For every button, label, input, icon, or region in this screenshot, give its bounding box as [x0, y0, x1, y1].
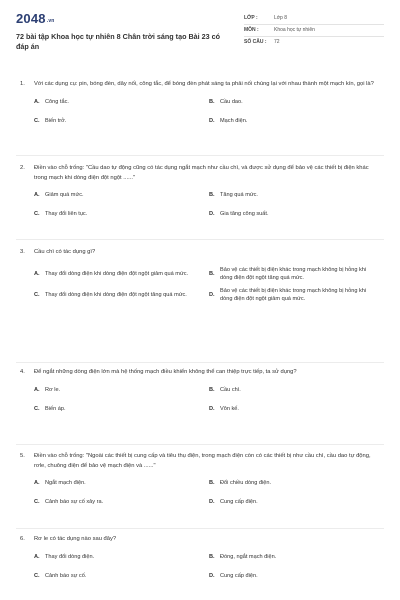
option-letter: D.: [209, 211, 215, 217]
option-letter: A.: [34, 270, 40, 277]
question-number: 6.: [20, 536, 25, 542]
question-text: Rơ le có tác dụng nào sau đây?: [34, 536, 117, 542]
option-letter: B.: [209, 480, 215, 486]
options-grid: [34, 553, 384, 591]
option-text: Đổi chiều dòng điện.: [220, 480, 272, 486]
option-d[interactable]: [209, 572, 384, 580]
options-grid: [34, 266, 384, 308]
question-text: Để ngắt những dòng điện lớn mà hệ thống mạch điều khiển không thể can thiệp trực tiếp, ta sử dụng?: [34, 369, 297, 375]
option-letter: D.: [209, 291, 215, 298]
question-5: [16, 452, 384, 529]
options-grid: [34, 98, 384, 136]
option-text: Giảm quá mức.: [45, 192, 84, 198]
document-title: 72 bài tập Khoa học tự nhiên 8 Chân trời sáng tạo Bài 23 có đáp án: [16, 32, 221, 51]
meta-key: MÔN :: [244, 27, 259, 33]
option-a[interactable]: [34, 386, 209, 394]
option-letter: A.: [34, 98, 40, 105]
option-text: Biến trở.: [45, 117, 67, 124]
option-text: Đóng, ngắt mạch điện.: [220, 553, 277, 560]
option-text: Cầu chì.: [220, 386, 241, 393]
option-letter: A.: [34, 480, 40, 486]
option-b[interactable]: [209, 479, 384, 487]
meta-value: Lớp 8: [274, 15, 288, 21]
meta-value: Khoa học tự nhiên: [274, 27, 315, 33]
question-text: Điền vào chỗ trống: "Cầu dao tự động cũng có tác dụng ngắt mạch như cầu chì, và được sử dụng để bảo vệ các thiết bị điện khác trong mạch khi dòng điện đột ngột ......": [34, 165, 369, 181]
option-b[interactable]: [209, 386, 384, 394]
question-6: [16, 535, 384, 600]
logo-suffix: .vn: [46, 18, 55, 24]
option-text: Vôn kế.: [220, 405, 239, 412]
question-4: [16, 368, 384, 445]
option-text: Biến áp.: [45, 405, 66, 412]
option-d[interactable]: [209, 498, 384, 506]
option-letter: B.: [209, 386, 215, 393]
option-text: Rơ le.: [45, 386, 61, 393]
options-grid: [34, 191, 384, 229]
option-c[interactable]: [34, 210, 209, 218]
option-text: Ngắt mạch điện.: [45, 480, 86, 486]
question-number: 3.: [20, 249, 25, 255]
option-letter: B.: [209, 553, 215, 560]
option-d[interactable]: [209, 405, 384, 413]
question-2: [16, 164, 384, 240]
option-text: Công tắc.: [45, 98, 69, 105]
meta-value: 72: [274, 39, 280, 45]
option-text: Bảo vệ các thiết bị điện khác trong mạch không bị hỏng khi dòng điện đột ngột tăng quá mức.: [220, 266, 367, 281]
option-a[interactable]: [34, 98, 209, 106]
option-letter: A.: [34, 386, 40, 393]
option-letter: C.: [34, 117, 40, 124]
logo-text: 2048: [16, 11, 46, 26]
site-logo[interactable]: [16, 12, 221, 28]
option-b[interactable]: [209, 553, 384, 561]
option-letter: C.: [34, 572, 40, 579]
meta-row-count: [244, 37, 384, 48]
question-text: Với các dụng cụ: pin, bóng đèn, dây nối, công tắc, để bóng đèn phát sáng ta phải nối chúng lại với nhau thành một mạch kín, gọi là?: [34, 81, 374, 87]
option-text: Thay đổi dòng điện.: [45, 553, 95, 560]
option-letter: D.: [209, 499, 215, 505]
option-letter: B.: [209, 98, 215, 105]
option-b[interactable]: [209, 266, 384, 282]
meta-table: [244, 13, 384, 62]
option-text: Bảo vệ các thiết bị điện khác trong mạch không bị hỏng khi dòng điện đột ngột giảm quá mức.: [220, 287, 367, 302]
option-c[interactable]: [34, 405, 209, 413]
option-a[interactable]: [34, 553, 209, 561]
option-b[interactable]: [209, 191, 384, 199]
meta-row-subject: [244, 25, 384, 37]
option-letter: C.: [34, 291, 40, 298]
option-c[interactable]: [34, 287, 209, 303]
option-text: Thay đổi dòng điện khi dòng điện đột ngột tăng quá mức.: [45, 291, 187, 298]
option-letter: D.: [209, 117, 215, 124]
option-letter: B.: [209, 192, 215, 198]
option-text: Thay đổi dòng điện khi dòng điện đột ngột giảm quá mức.: [45, 270, 189, 277]
option-a[interactable]: [34, 191, 209, 199]
page-header: [16, 0, 384, 62]
option-text: Cung cấp điện.: [220, 572, 258, 579]
option-letter: C.: [34, 405, 40, 412]
option-c[interactable]: [34, 572, 209, 580]
option-b[interactable]: [209, 98, 384, 106]
question-number: 2.: [20, 165, 25, 171]
option-letter: D.: [209, 405, 215, 412]
option-letter: A.: [34, 192, 40, 198]
option-d[interactable]: [209, 287, 384, 303]
option-text: Mạch điện.: [220, 117, 248, 124]
option-d[interactable]: [209, 117, 384, 125]
option-text: Cảnh báo sự cố.: [45, 572, 87, 579]
option-letter: C.: [34, 499, 40, 505]
option-a[interactable]: [34, 266, 209, 282]
option-letter: C.: [34, 211, 40, 217]
question-1: [16, 80, 384, 156]
question-number: 1.: [20, 81, 25, 87]
meta-row-class: [244, 13, 384, 25]
question-text: Cầu chì có tác dụng gì?: [34, 249, 96, 255]
option-letter: D.: [209, 572, 215, 579]
question-number: 4.: [20, 369, 25, 375]
option-text: Cầu dao.: [220, 98, 243, 105]
option-text: Thay đổi liên tục.: [45, 211, 88, 217]
option-c[interactable]: [34, 498, 209, 506]
options-grid: [34, 386, 384, 424]
option-text: Cung cấp điện.: [220, 499, 258, 505]
option-text: Gia tăng công suất.: [220, 211, 269, 217]
question-text: Điền vào chỗ trống: "Ngoài các thiết bị cung cấp và tiêu thụ điện, trong mạch điện còn có các thiết bị như cầu chì, cầu dao tự động, rơle, chuông điện để bảo vệ mạch điện và ......": [34, 453, 371, 469]
question-number: 5.: [20, 453, 25, 459]
option-letter: B.: [209, 270, 215, 277]
meta-key: SỐ CÂU :: [244, 39, 267, 45]
option-text: Cảnh báo sự cố xảy ra.: [45, 499, 104, 505]
option-d[interactable]: [209, 210, 384, 218]
options-grid: [34, 479, 384, 517]
brand-block: [16, 12, 221, 62]
option-c[interactable]: [34, 117, 209, 125]
option-a[interactable]: [34, 479, 209, 487]
question-3: [16, 248, 384, 363]
meta-key: LỚP :: [244, 15, 258, 21]
option-text: Tăng quá mức.: [220, 192, 258, 198]
option-letter: A.: [34, 553, 40, 560]
